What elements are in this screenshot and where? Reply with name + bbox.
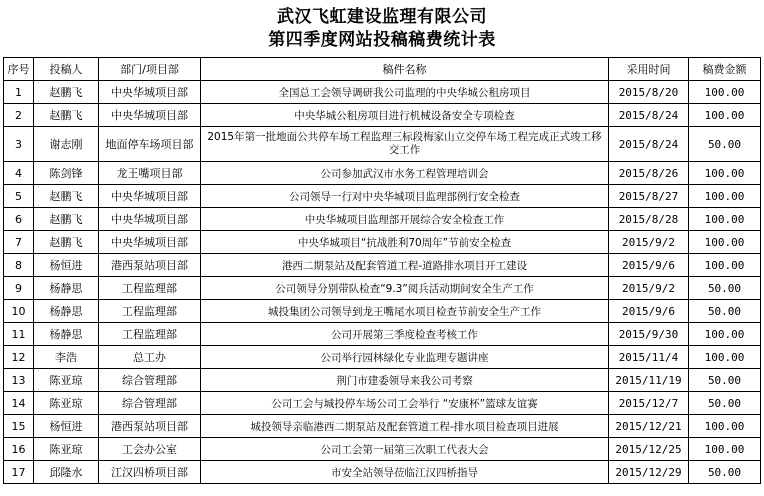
cell-date: 2015/8/20	[609, 81, 689, 104]
cell-dept: 中央华城项目部	[99, 231, 201, 254]
table-row	[4, 185, 761, 208]
header-date: 采用时间	[609, 58, 689, 81]
cell-date: 2015/9/2	[609, 277, 689, 300]
table-row	[4, 231, 761, 254]
cell-seq: 8	[4, 254, 34, 277]
cell-fee: 100.00	[689, 415, 761, 438]
table-row	[4, 346, 761, 369]
cell-date: 2015/8/24	[609, 127, 689, 162]
cell-fee: 100.00	[689, 231, 761, 254]
cell-date: 2015/8/26	[609, 162, 689, 185]
cell-seq: 7	[4, 231, 34, 254]
table-row	[4, 254, 761, 277]
cell-author: 赵鹏飞	[34, 208, 99, 231]
cell-fee: 50.00	[689, 392, 761, 415]
cell-fee: 50.00	[689, 127, 761, 162]
cell-dept: 江汉四桥项目部	[99, 461, 201, 484]
cell-title: 2015年第一批地面公共停车场工程监理三标段梅家山立交停车场工程完成正式竣工移交工作	[201, 127, 609, 162]
cell-title: 中央华城项目监理部开展综合安全检查工作	[201, 208, 609, 231]
fee-statistics-table	[3, 57, 761, 484]
cell-date: 2015/11/19	[609, 369, 689, 392]
cell-dept: 工会办公室	[99, 438, 201, 461]
cell-date: 2015/9/2	[609, 231, 689, 254]
cell-author: 陈亚琼	[34, 369, 99, 392]
cell-dept: 工程监理部	[99, 323, 201, 346]
cell-seq: 1	[4, 81, 34, 104]
header-title: 稿件名称	[201, 58, 609, 81]
table-header-row	[4, 58, 761, 81]
cell-date: 2015/12/21	[609, 415, 689, 438]
cell-seq: 2	[4, 104, 34, 127]
table-row	[4, 277, 761, 300]
cell-fee: 100.00	[689, 208, 761, 231]
report-title: 第四季度网站投稿稿费统计表	[268, 30, 496, 50]
cell-fee: 50.00	[689, 461, 761, 484]
cell-date: 2015/12/29	[609, 461, 689, 484]
table-row	[4, 323, 761, 346]
cell-title: 公司参加武汉市水务工程管理培训会	[201, 162, 609, 185]
cell-title: 城投集团公司领导到龙王嘴尾水项目检查节前安全生产工作	[201, 300, 609, 323]
cell-seq: 17	[4, 461, 34, 484]
table-row	[4, 104, 761, 127]
cell-title: 城投领导亲临港西二期泵站及配套管道工程-排水项目检查项目进展	[201, 415, 609, 438]
cell-title: 公司开展第三季度检查考核工作	[201, 323, 609, 346]
cell-author: 赵鹏飞	[34, 81, 99, 104]
table-row	[4, 461, 761, 484]
cell-date: 2015/8/27	[609, 185, 689, 208]
cell-author: 邱隆水	[34, 461, 99, 484]
cell-date: 2015/8/24	[609, 104, 689, 127]
cell-author: 赵鹏飞	[34, 231, 99, 254]
company-title: 武汉飞虹建设监理有限公司	[277, 7, 487, 27]
cell-fee: 100.00	[689, 104, 761, 127]
cell-title: 市安全站领导莅临江汉四桥指导	[201, 461, 609, 484]
cell-title: 中央华城公租房项目进行机械设备安全专项检查	[201, 104, 609, 127]
cell-dept: 中央华城项目部	[99, 208, 201, 231]
cell-fee: 100.00	[689, 323, 761, 346]
cell-date: 2015/12/7	[609, 392, 689, 415]
cell-seq: 14	[4, 392, 34, 415]
table-row	[4, 300, 761, 323]
cell-dept: 地面停车场项目部	[99, 127, 201, 162]
cell-dept: 港西泵站项目部	[99, 254, 201, 277]
cell-fee: 100.00	[689, 81, 761, 104]
cell-date: 2015/9/6	[609, 300, 689, 323]
cell-seq: 11	[4, 323, 34, 346]
cell-author: 杨静思	[34, 323, 99, 346]
cell-author: 李浩	[34, 346, 99, 369]
cell-fee: 100.00	[689, 346, 761, 369]
cell-dept: 龙王嘴项目部	[99, 162, 201, 185]
cell-dept: 总工办	[99, 346, 201, 369]
cell-title: 荆门市建委领导来我公司考察	[201, 369, 609, 392]
table-row	[4, 392, 761, 415]
cell-author: 谢志刚	[34, 127, 99, 162]
table-row	[4, 208, 761, 231]
cell-seq: 10	[4, 300, 34, 323]
cell-fee: 100.00	[689, 438, 761, 461]
cell-fee: 50.00	[689, 369, 761, 392]
cell-title: 中央华城项目“抗战胜利70周年”节前安全检查	[201, 231, 609, 254]
cell-dept: 中央华城项目部	[99, 185, 201, 208]
cell-title: 全国总工会领导调研我公司监理的中央华城公租房项目	[201, 81, 609, 104]
cell-author: 陈亚琼	[34, 438, 99, 461]
cell-dept: 综合管理部	[99, 369, 201, 392]
cell-title: 公司举行园林绿化专业监理专题讲座	[201, 346, 609, 369]
cell-fee: 50.00	[689, 300, 761, 323]
cell-title: 公司工会与城投停车场公司工会举行 “安康杯”篮球友谊赛	[201, 392, 609, 415]
cell-title: 公司工会第一届第三次职工代表大会	[201, 438, 609, 461]
cell-date: 2015/8/28	[609, 208, 689, 231]
table-row	[4, 162, 761, 185]
cell-author: 杨静思	[34, 300, 99, 323]
cell-author: 陈剑锋	[34, 162, 99, 185]
cell-author: 陈亚琼	[34, 392, 99, 415]
cell-seq: 6	[4, 208, 34, 231]
header-seq: 序号	[4, 58, 34, 81]
cell-dept: 中央华城项目部	[99, 104, 201, 127]
cell-title: 公司领导一行对中央华城项目监理部例行安全检查	[201, 185, 609, 208]
cell-fee: 50.00	[689, 277, 761, 300]
cell-dept: 中央华城项目部	[99, 81, 201, 104]
table-row	[4, 369, 761, 392]
cell-author: 赵鹏飞	[34, 185, 99, 208]
cell-fee: 100.00	[689, 254, 761, 277]
document-title	[0, 6, 764, 52]
table-row	[4, 127, 761, 162]
cell-author: 杨静思	[34, 277, 99, 300]
table-row	[4, 81, 761, 104]
cell-seq: 9	[4, 277, 34, 300]
cell-seq: 16	[4, 438, 34, 461]
cell-seq: 12	[4, 346, 34, 369]
cell-seq: 15	[4, 415, 34, 438]
cell-dept: 工程监理部	[99, 277, 201, 300]
cell-seq: 4	[4, 162, 34, 185]
cell-author: 赵鹏飞	[34, 104, 99, 127]
cell-author: 杨恒进	[34, 415, 99, 438]
cell-date: 2015/9/6	[609, 254, 689, 277]
cell-dept: 综合管理部	[99, 392, 201, 415]
header-fee: 稿费金额	[689, 58, 761, 81]
cell-title: 港西二期泵站及配套管道工程-道路排水项目开工建设	[201, 254, 609, 277]
cell-fee: 100.00	[689, 162, 761, 185]
cell-fee: 100.00	[689, 185, 761, 208]
cell-date: 2015/11/4	[609, 346, 689, 369]
cell-dept: 工程监理部	[99, 300, 201, 323]
cell-dept: 港西泵站项目部	[99, 415, 201, 438]
cell-seq: 3	[4, 127, 34, 162]
cell-title: 公司领导分别带队检查“9.3”阅兵活动期间安全生产工作	[201, 277, 609, 300]
cell-seq: 13	[4, 369, 34, 392]
cell-date: 2015/9/30	[609, 323, 689, 346]
cell-date: 2015/12/25	[609, 438, 689, 461]
table-row	[4, 438, 761, 461]
header-dept: 部门/项目部	[99, 58, 201, 81]
header-author: 投稿人	[34, 58, 99, 81]
cell-seq: 5	[4, 185, 34, 208]
cell-author: 杨恒进	[34, 254, 99, 277]
table-row	[4, 415, 761, 438]
